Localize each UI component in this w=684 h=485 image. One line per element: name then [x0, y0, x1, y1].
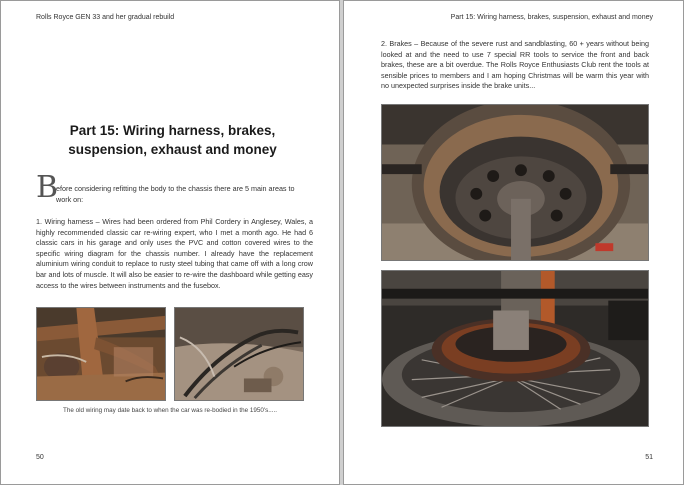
left-page: [0, 0, 340, 485]
chapter-title: Part 15: Wiring harness, brakes, suspension, exhaust and money: [68, 123, 277, 157]
wheel-assembly-photo: [381, 270, 649, 427]
old-wiring-photo-loom: [174, 307, 304, 401]
intro-text: efore considering refitting the body to the chassis there are 5 main areas to work on:: [56, 184, 295, 204]
photo-caption: The old wiring may date back to when the car was re-bodied in the 1950's.....: [62, 407, 277, 414]
wiring-harness-paragraph: 1. Wiring harness – Wires had been ordered from Phil Cordery in Anglesey, Wales, a highly recommended classic car re-wiring expert, who I met a month ago. He had 6 classic cars in his garage and only uses the PVC and cotton covered wires to the specific wiring diagram for the chassis number. I already have the replacement aluminium wiring conduit to replace to rusty steel tubing that came off with a long crow bar and lots of muscle. It will also be easier to re-wire the dashboard while getting easy access to the wires between instruments and the fusebox.: [36, 217, 313, 290]
running-head-left: Rolls Royce GEN 33 and her gradual rebuild: [36, 14, 175, 21]
drop-cap: B: [36, 170, 59, 205]
page-number-right: 51: [645, 454, 653, 461]
old-wiring-photo-chassis: [36, 307, 166, 401]
brake-drum-photo: [381, 104, 649, 261]
running-head-right: Part 15: Wiring harness, brakes, suspension, exhaust and money: [450, 14, 653, 21]
page-number-left: 50: [36, 454, 44, 461]
brakes-paragraph: 2. Brakes – Because of the severe rust and sandblasting, 60 + years without being looked at and the need to use 7 special RR tools to service the front and back brakes, these are a bit overdue. The Rolls Royce Enthusiasts Club rent the tools at sensible prices to members and I am hoping Christmas will be warm this year with no unexpected surprises inside the brake units...: [381, 39, 649, 91]
